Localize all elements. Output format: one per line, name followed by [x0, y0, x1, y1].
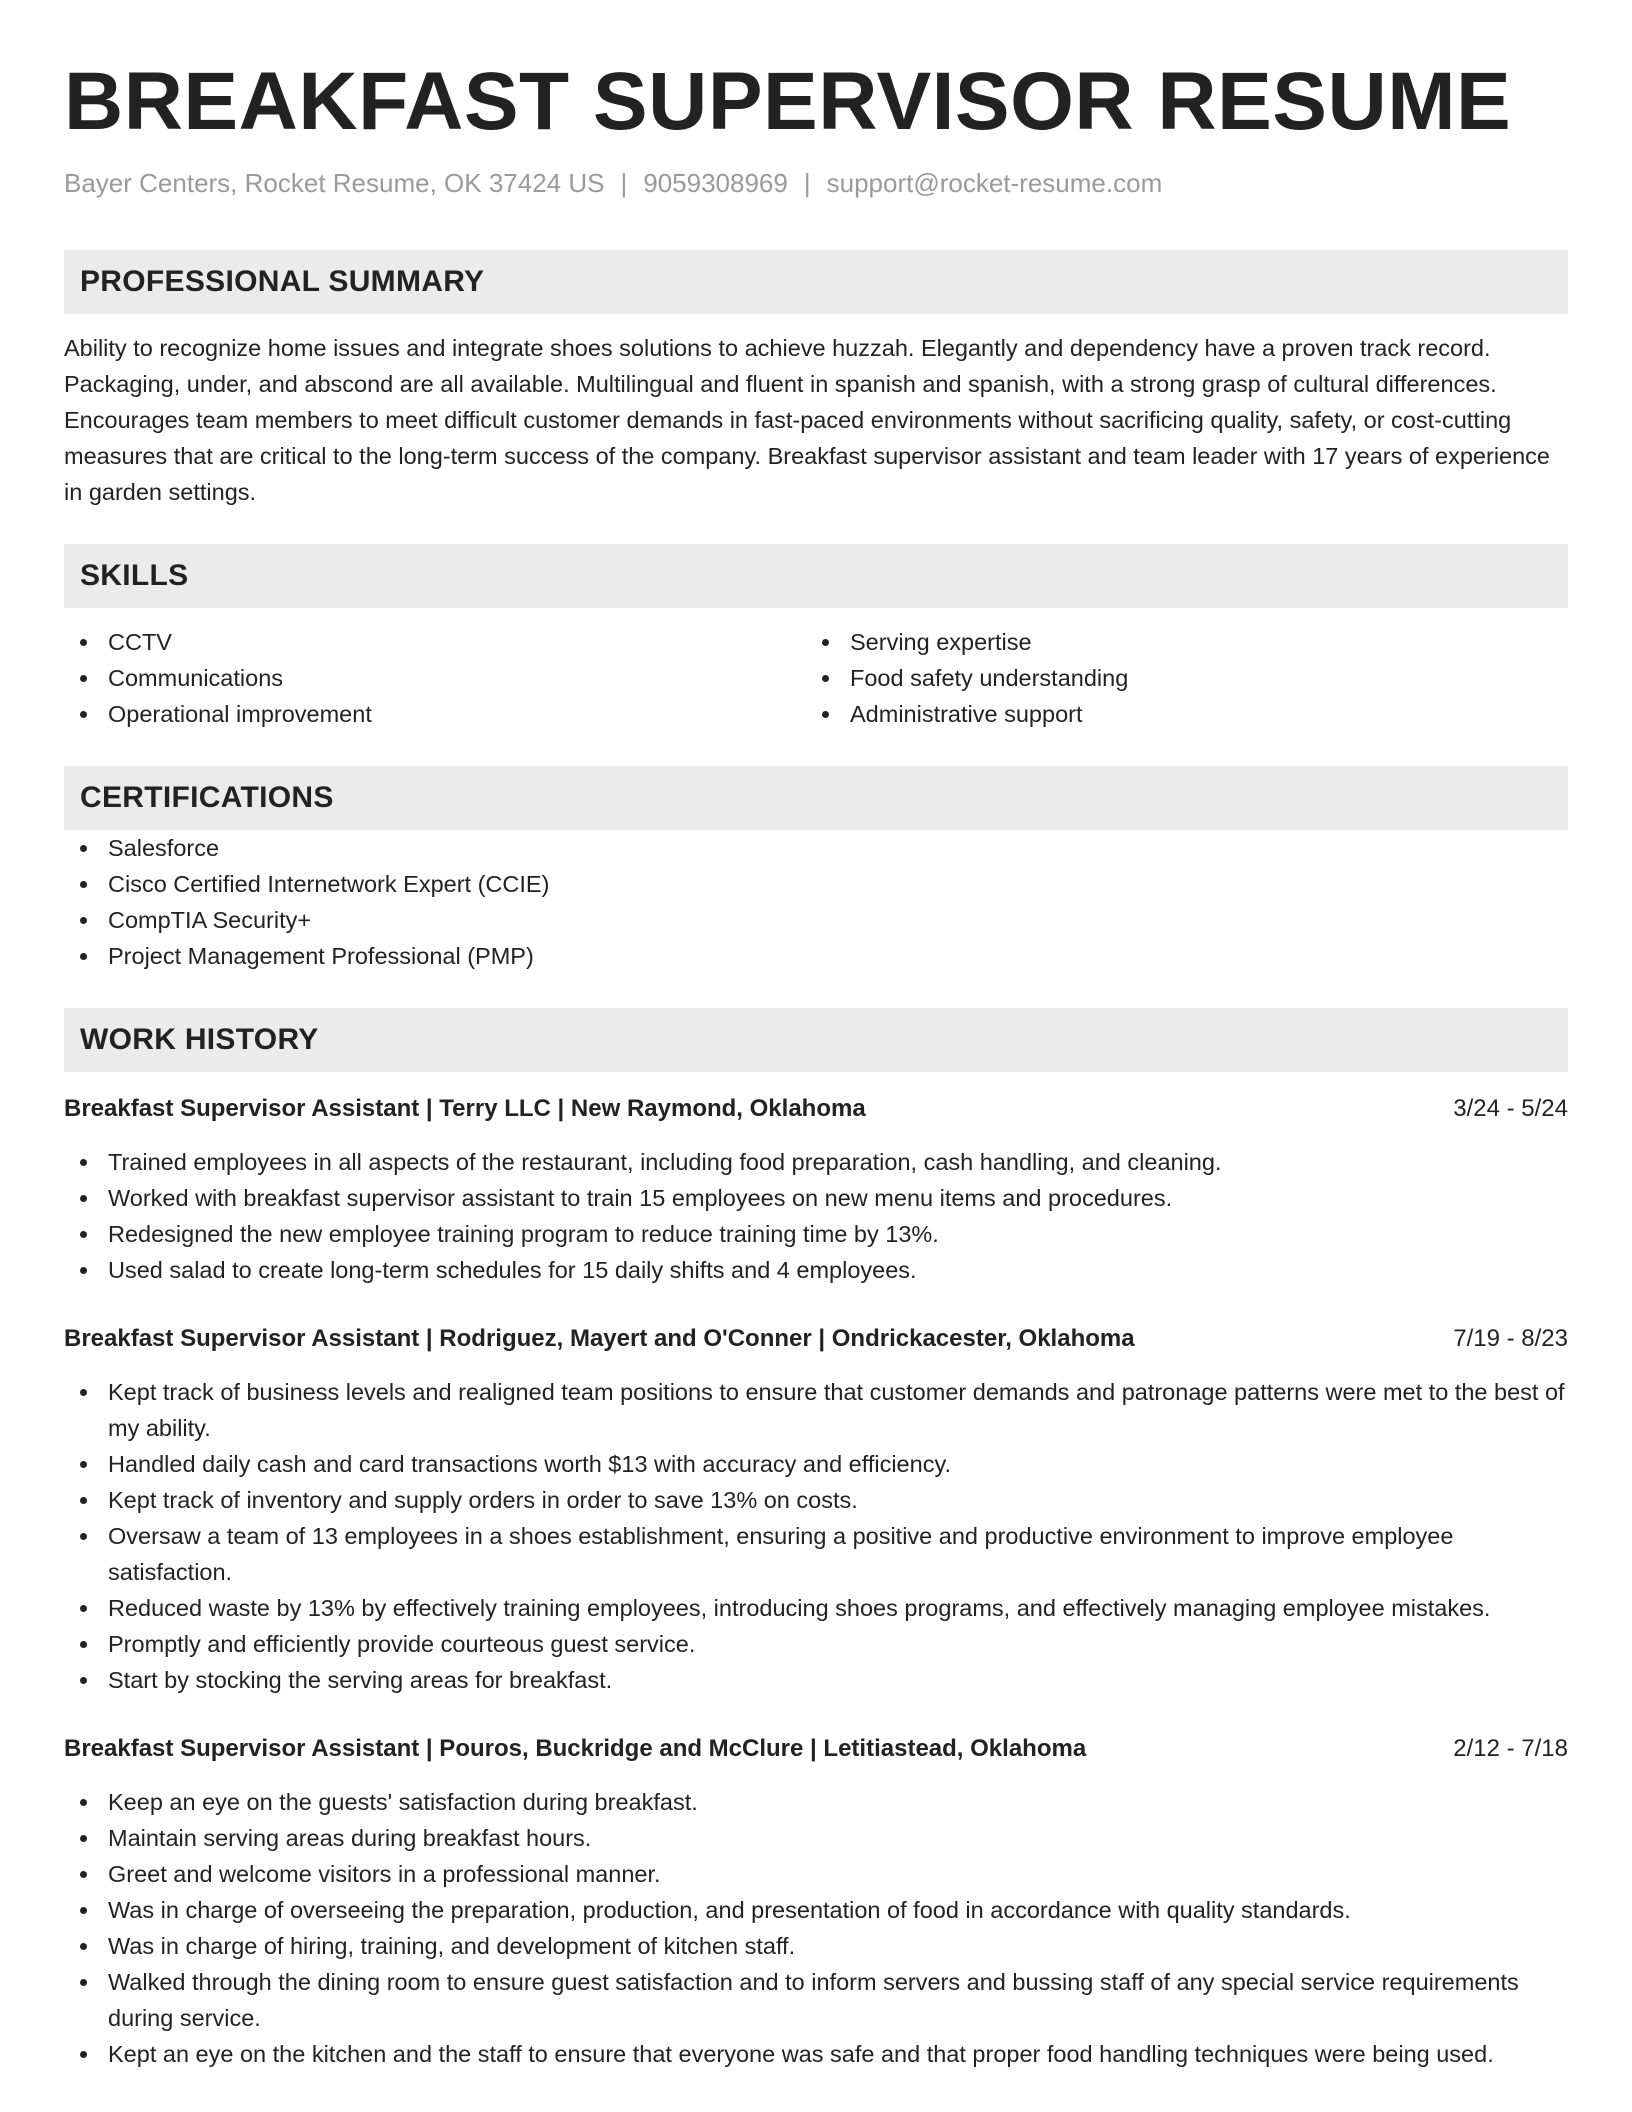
skills-column-left: [64, 624, 806, 732]
job-bullet: Start by stocking the serving areas for breakfast.: [64, 1662, 1568, 1698]
job-bullet: Redesigned the new employee training program to reduce training time by 13%.: [64, 1216, 1568, 1252]
skill-item: Food safety understanding: [806, 660, 1548, 696]
contact-email: support@rocket-resume.com: [826, 168, 1163, 198]
skill-item: Operational improvement: [64, 696, 806, 732]
job-bullet: Handled daily cash and card transactions worth $13 with accuracy and efficiency.: [64, 1446, 1568, 1482]
skills-column-right: [806, 624, 1548, 732]
job-bullet: Used salad to create long-term schedules for 15 daily shifts and 4 employees.: [64, 1252, 1568, 1288]
job-bullet: Was in charge of hiring, training, and development of kitchen staff.: [64, 1928, 1568, 1964]
certification-item: Salesforce: [64, 830, 1568, 866]
skill-item: Administrative support: [806, 696, 1548, 732]
contact-separator: |: [620, 168, 628, 198]
job-entry: [64, 1732, 1568, 2072]
job-bullet: Kept track of business levels and realigned team positions to ensure that customer demands and patronage patterns were met to the best of my ability.: [64, 1374, 1568, 1446]
contact-separator: |: [803, 168, 811, 198]
job-bullet: Was in charge of overseeing the preparation, production, and presentation of food in accordance with quality standards.: [64, 1892, 1568, 1928]
certifications-list: [64, 830, 1568, 974]
job-title: Breakfast Supervisor Assistant | Terry LLC | New Raymond, Oklahoma: [64, 1095, 866, 1122]
certifications-heading: CERTIFICATIONS: [64, 766, 1568, 830]
contact-address: Bayer Centers, Rocket Resume, OK 37424 US: [64, 168, 605, 198]
job-bullet: Keep an eye on the guests' satisfaction during breakfast.: [64, 1784, 1568, 1820]
job-dates: 7/19 - 8/23: [1453, 1325, 1568, 1352]
job-entry: [64, 1322, 1568, 1698]
job-bullets: [64, 1374, 1568, 1698]
job-bullet: Promptly and efficiently provide courteous guest service.: [64, 1626, 1568, 1662]
summary-section: [64, 250, 1568, 510]
skill-item: Serving expertise: [806, 624, 1548, 660]
job-header: [64, 1092, 1568, 1126]
certifications-section: [64, 766, 1568, 974]
job-bullet: Reduced waste by 13% by effectively training employees, introducing shoes programs, and effectively managing employee mistakes.: [64, 1590, 1568, 1626]
job-title: Breakfast Supervisor Assistant | Rodriguez, Mayert and O'Conner | Ondrickacester, Oklahoma: [64, 1325, 1135, 1352]
job-bullet: Walked through the dining room to ensure guest satisfaction and to inform servers and bussing staff of any special service requirements during service.: [64, 1964, 1568, 2036]
job-dates: 3/24 - 5/24: [1453, 1095, 1568, 1122]
skill-item: CCTV: [64, 624, 806, 660]
summary-heading: PROFESSIONAL SUMMARY: [64, 250, 1568, 314]
job-bullets: [64, 1784, 1568, 2072]
certification-item: CompTIA Security+: [64, 902, 1568, 938]
job-bullet: Oversaw a team of 13 employees in a shoes establishment, ensuring a positive and productive environment to improve employee satisfaction.: [64, 1518, 1568, 1590]
job-title: Breakfast Supervisor Assistant | Pouros, Buckridge and McClure | Letitiastead, Oklahoma: [64, 1735, 1087, 1762]
job-bullet: Worked with breakfast supervisor assistant to train 15 employees on new menu items and procedures.: [64, 1180, 1568, 1216]
work-history-heading: WORK HISTORY: [64, 1008, 1568, 1072]
skills-list-left: [64, 624, 806, 732]
work-history-section: [64, 1008, 1568, 2072]
contact-phone: 9059308969: [643, 168, 788, 198]
skills-section: [64, 544, 1568, 732]
resume-page: [64, 52, 1568, 2072]
job-header: [64, 1732, 1568, 1766]
certification-item: Cisco Certified Internetwork Expert (CCIE): [64, 866, 1568, 902]
summary-text: Ability to recognize home issues and integrate shoes solutions to achieve huzzah. Elegantly and dependency have a proven track record. Packaging, under, and abscond are all available. Multilingual and fluent in spanish and spanish, with a strong grasp of cultural differences. Encourages team members to meet difficult customer demands in fast-paced environments without sacrificing quality, safety, or cost-cutting measures that are critical to the long-term success of the company. Breakfast supervisor assistant and team leader with 17 years of experience in garden settings.: [64, 335, 1550, 505]
job-bullet: Maintain serving areas during breakfast hours.: [64, 1820, 1568, 1856]
skill-item: Communications: [64, 660, 806, 696]
contact-line: [64, 166, 1568, 200]
skills-list-right: [806, 624, 1548, 732]
job-dates: 2/12 - 7/18: [1453, 1735, 1568, 1762]
job-bullet: Greet and welcome visitors in a professional manner.: [64, 1856, 1568, 1892]
job-bullet: Trained employees in all aspects of the restaurant, including food preparation, cash handling, and cleaning.: [64, 1144, 1568, 1180]
job-header: [64, 1322, 1568, 1356]
job-bullet: Kept track of inventory and supply orders in order to save 13% on costs.: [64, 1482, 1568, 1518]
job-bullet: Kept an eye on the kitchen and the staff to ensure that everyone was safe and that proper food handling techniques were being used.: [64, 2036, 1568, 2072]
job-entry: [64, 1092, 1568, 1288]
skills-grid: [64, 624, 1568, 732]
certification-item: Project Management Professional (PMP): [64, 938, 1568, 974]
job-bullets: [64, 1144, 1568, 1288]
skills-heading: SKILLS: [64, 544, 1568, 608]
resume-title: BREAKFAST SUPERVISOR RESUME: [64, 56, 1512, 147]
